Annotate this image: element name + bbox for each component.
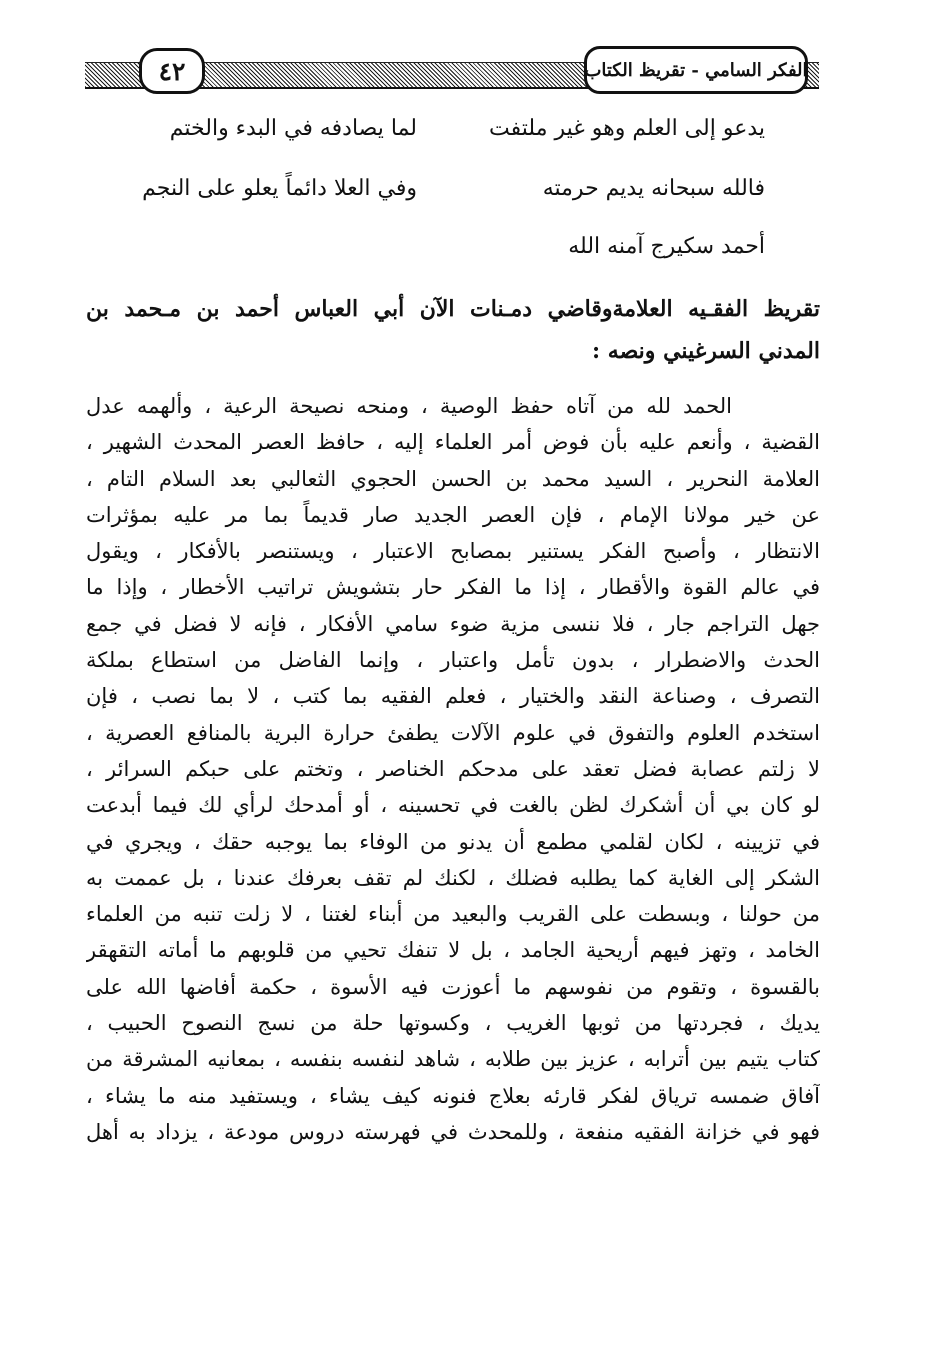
body-line: القضية ، وأنعم عليه بأن فوض أمر العلماء إليه ، حافظ العصر المحدث الشهير ، (86, 430, 820, 455)
poem-verse-1-first-hemistich: يدعو إلى العلم وهو غير ملتفت (489, 116, 765, 141)
body-line: استخدم العلوم والتفوق في علوم الآلات يطفئ حرارة البرية بالمنافع العصرية ، (86, 720, 820, 745)
body-line: عن خير مولانا الإمام ، فإن العصر الجديد صار قديماً بما مر عليه بمؤثرات (86, 502, 820, 527)
body-line: الانتظار ، وأصبح الفكر يستنير بمصابح الاعتبار ، ويستنصر بالأفكار ، ويقول (86, 539, 820, 564)
body-line: آفاق ضمسه ترياق لفكر قارئه بعلاج فنونه كيف يشاء ، ويستفيد منه ما يشاء ، (86, 1083, 820, 1108)
body-line: الخامد ، وتهز فيهم أريحية الجامد ، بل لا تنفك تحيي من قلوبهم ما أماته التقهقر (86, 938, 820, 963)
poem-author: أحمد سكيرج آمنه الله (568, 234, 765, 259)
body-line: الحدث والاضطرار ، بدون تأمل واعتبار ، وإنما الفاضل من استطاع بملكة (86, 648, 820, 673)
body-line: من حولنا ، وبسطت على القريب والبعيد من أبناء لغتنا ، لا زلت تنبه من العلماء (86, 902, 820, 927)
poem-verse-2-first-hemistich: فالله سبحانه يديم حرمته (542, 176, 765, 201)
body-line: في عالم القوة والأقطار ، إذا ما الفكر حار بتشويش تراتيب الأخطار ، وإذا ما (86, 575, 820, 600)
poem-verse-1-second-hemistich: لما يصادفه في البدء والختم (169, 116, 417, 141)
body-line: فهو في خزانة الفقيه منفعة ، وللمحدث في فهرسته دروس مودعة ، يزداد به أهل (86, 1119, 820, 1144)
body-line: جهل التراجم جار ، فلا ننسى مزية ضوء سامي الأفكار ، فإنه لا فضل في جمع (86, 611, 820, 636)
body-line: بالقسوة ، وتقوم من نفوسهم ما أعوزت فيه الأسوة ، حكمة أفاضها الله على (86, 974, 820, 999)
page-number: ٤٢ (139, 48, 205, 94)
body-line: كتاب يتيم بين أترابه ، عزيز بين طلابه ، شاهد لنفسه بنفسه ، بمعانيه المشرقة من (86, 1047, 820, 1072)
body-line: لو كان بي أن أشكرك لظن بالغت في تحسينه ، أو أمدحك لرأي لك فيما أبدعت (86, 793, 820, 818)
section-heading-line-1: تقريظ الفقـيه العلامةوقاضي دمـنات الآن أبي العباس أحمد بن مـحمد بن (86, 296, 820, 322)
poem-verse-2-second-hemistich: وفي العلا دائماً يعلو على النجم (142, 176, 417, 201)
body-line: في تزيينه ، لكان لقلمي مطمع أن يدنو من الوفاء بما يوجبه حقك ، ويجري في (86, 829, 820, 854)
body-line: العلامة النحرير ، السيد محمد بن الحسن الحجوي الثعالبي بعد السلام التام ، (86, 466, 820, 491)
body-line: التصرف ، وصناعة النقد والختيار ، فعلم الفقيه بما كتب ، لا بما نصب ، فإن (86, 684, 820, 709)
body-line: يديك ، فجردتها من ثوبها الغريب ، وكسوتها حلة من نسج النصوح الحبيب ، (86, 1011, 820, 1036)
body-line: لا زلتم عصابة فضل تعقد على مدحكم الخناصر ، وتختم على حبكم السرائر ، (86, 756, 820, 781)
section-heading-line-2: المدني السرغيني ونصه : (592, 338, 820, 364)
body-line: الحمد لله من آتاه حفظ الوصية ، ومنحه نصيحة الرعية ، وألهمه عدل (86, 394, 732, 418)
body-line: الشكر إلى الغاية كما يطلبه فضلك ، لكنك لم تقف بعرفك عندنا ، بل عممت به (86, 865, 820, 890)
body-paragraph (86, 388, 820, 1150)
running-title: الفكر السامي - تقريظ الكتاب (584, 46, 808, 94)
